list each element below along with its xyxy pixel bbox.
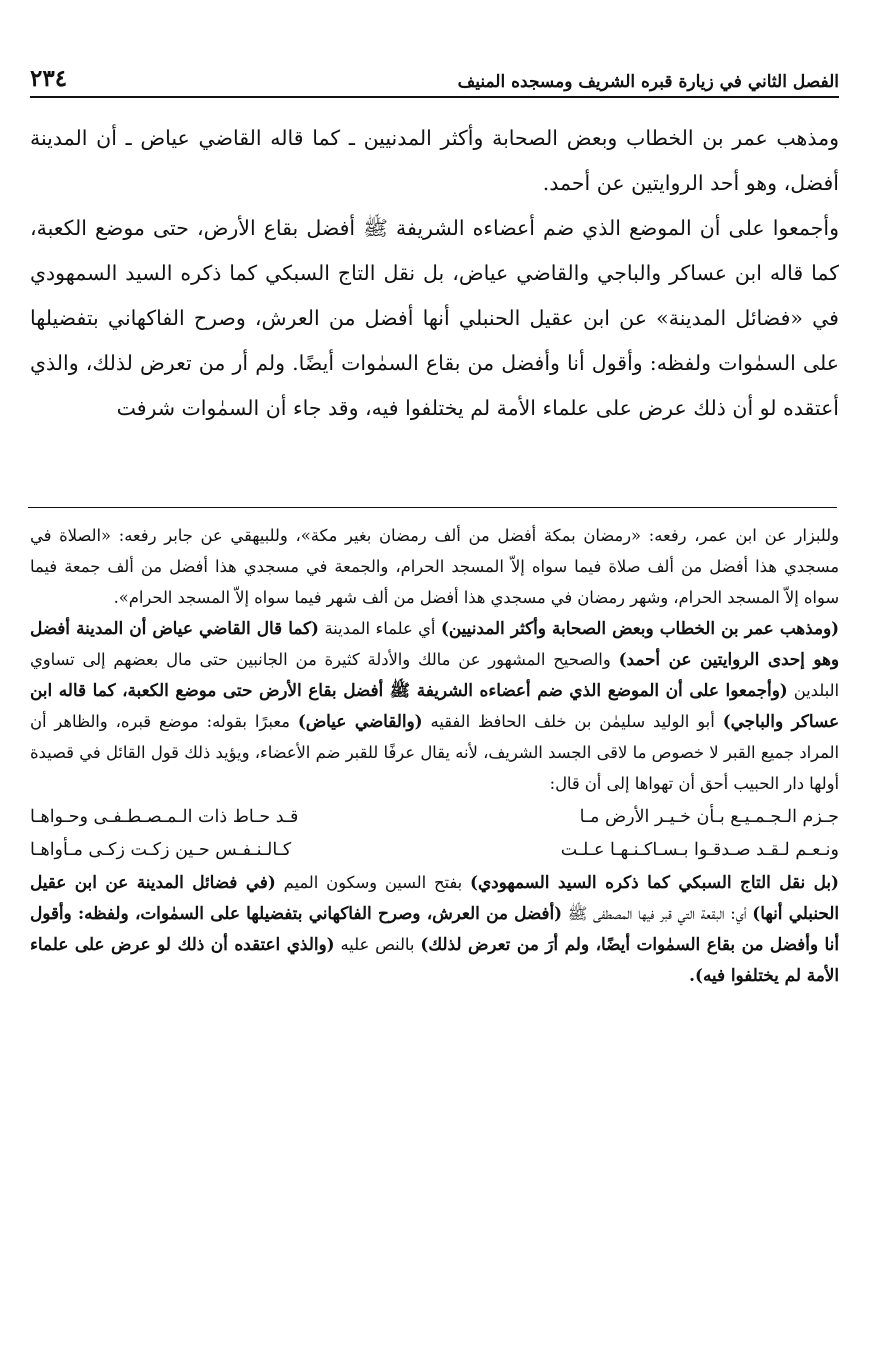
quoted-text: (وأجمعوا على أن الموضع الذي ضم أعضاءه الشريفة ﷺ أفضل بقاع الأرض حتى موضع الكعبة، كما قاله ابن عساكر والباجي) — [30, 680, 840, 731]
explanation-text: بفتح السين وسكون الميم — [275, 873, 471, 892]
explanation-text: أبو الوليد سليمٰن بن خلف الحافظ الفقيه — [422, 712, 723, 731]
poem-first-hemistich: ونـعـم لـقـد صـدقـوا بـسـاكـنـهـا عـلـت — [560, 840, 839, 860]
quoted-text: (والذي اعتقده أن ذلك لو عرض على علماء الأمة لم يختلفوا فيه). — [30, 934, 839, 985]
page-header — [30, 58, 839, 98]
main-text — [30, 116, 839, 431]
commentary — [30, 520, 839, 991]
commentary-paragraph-3 — [30, 867, 839, 991]
quoted-text: (ومذهب عمر بن الخطاب وبعض الصحابة وأكثر المدنيين) — [440, 618, 840, 638]
quoted-text: (في فضائل المدينة عن ابن عقيل الحنبلي أنها) — [30, 872, 840, 923]
footnote-separator — [28, 507, 837, 508]
explanation-text: بالنص عليه — [334, 935, 421, 954]
poem-second-hemistich: قـد حـاط ذات الـمـصـطـفـى وحـواهـا — [30, 807, 299, 827]
main-paragraph-1: ومذهب عمر بن الخطاب وبعض الصحابة وأكثر المدنيين ـ كما قاله القاضي عياض ـ أن المدينة أفضل، وهو أحد الروايتين عن أحمد. — [30, 126, 839, 195]
poem — [30, 801, 839, 867]
poem-line — [30, 801, 839, 834]
poem-line — [30, 834, 839, 867]
poem-second-hemistich: كـالـنـفـس حـين زكـت زكـى مـأواهـا — [30, 840, 292, 860]
quoted-text: (كما قال القاضي عياض أن المدينة أفضل وهو إحدى الروايتين عن أحمد) — [30, 618, 840, 669]
quoted-text: (بل نقل التاج السبكي كما ذكره السيد السمهودي) — [470, 872, 839, 892]
commentary-paragraph-2 — [30, 613, 839, 799]
poem-first-hemistich: جـزم الـجـمـيـع بـأن خـيـر الأرض مـا — [579, 807, 839, 827]
explanation-text: أي: البقعة التي قبر فيها المصطفى ﷺ — [562, 904, 753, 923]
page-number: ٢٣٤ — [30, 65, 68, 92]
explanation-text: والصحيح المشهور عن مالك والأدلة كثيرة من الجانبين حتى مال بعضهم إلى تساوي البلدين — [30, 650, 839, 700]
quoted-text: (والقاضي عياض) — [297, 711, 423, 731]
running-title: الفصل الثاني في زيارة قبره الشريف ومسجده المنيف — [457, 72, 839, 92]
explanation-text: أي علماء المدينة — [318, 619, 441, 638]
commentary-paragraph-1: وللبزار عن ابن عمر، رفعه: «رمضان بمكة أفضل من ألف رمضان بغير مكة»، وللبيهقي عن جابر رفعه: «الصلاة في مسجدي هذا أفضل من ألف صلاة فيما سواه إلاّ المسجد الحرام، والجمعة في مسجدي هذا أفضل من ألف جمعة فيما سواه إلاّ المسجد الحرام، وشهر رمضان في مسجدي هذا أفضل من ألف شهر فيما سواه إلاّ المسجد الحرام». — [30, 526, 839, 607]
quoted-text: (أفضل من العرش، وصرح الفاكهاني بتفضيلها على السمٰوات، ولفظه: وأقول أنا وأفضل من بقاع السمٰوات أيضًا، ولم أرَ من تعرض لذلك) — [30, 903, 839, 954]
main-paragraph-2: وأجمعوا على أن الموضع الذي ضم أعضاءه الشريفة ﷺ أفضل بقاع الأرض، حتى موضع الكعبة، كما قاله ابن عساكر والباجي والقاضي عياض، بل نقل التاج السبكي كما ذكره السيد السمهودي في «فضائل المدينة» عن ابن عقيل الحنبلي أنها أفضل من العرش، وصرح الفاكهاني بتفضيلها على السمٰوات ولفظه: وأقول أنا وأفضل من بقاع السمٰوات أيضًا. ولم أر من تعرض لذلك، والذي أعتقده لو أن ذلك عرض على علماء الأمة لم يختلفوا فيه، وقد جاء أن السمٰوات شرفت — [30, 216, 839, 420]
explanation-text: معبرًا بقوله: موضع قبره، والظاهر أن المراد جميع القبر لا خصوص ما لاقى الجسد الشريف، لأنه يقال عرفًا للقبر ضم الأعضاء، ويؤيد ذلك قول القائل في قصيدة أولها دار الحبيب أحق أن تهواها إلى أن قال: — [30, 712, 839, 793]
